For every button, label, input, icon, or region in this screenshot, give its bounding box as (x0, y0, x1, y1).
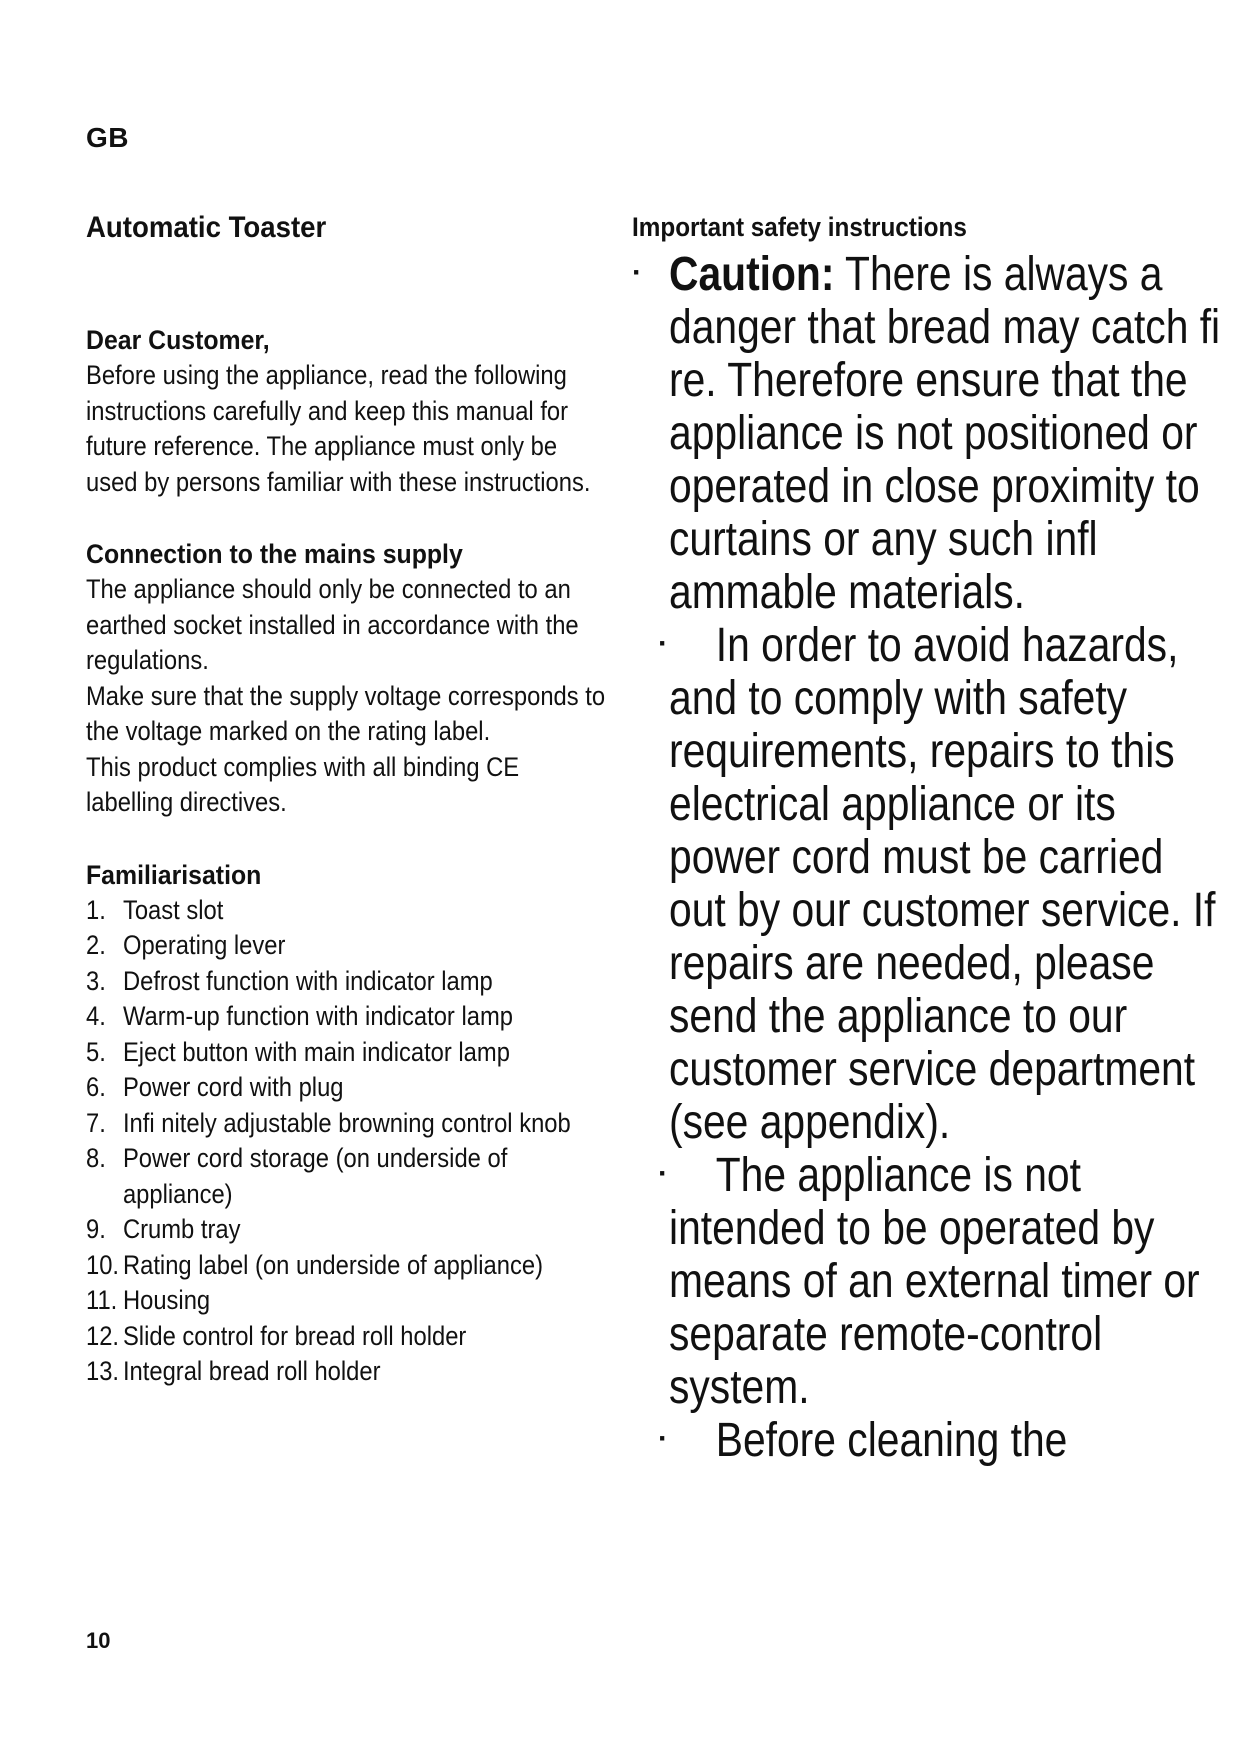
section-heading: Connection to the mains supply (86, 539, 463, 569)
bullet-icon: · (658, 627, 668, 660)
bullet-first-line: The appliance is not (715, 1149, 1081, 1202)
list-item (86, 1354, 605, 1390)
bullet-text (669, 1414, 1222, 1467)
language-code: GB (86, 122, 129, 153)
list-item (86, 1319, 605, 1355)
item-number: 4. (86, 1001, 106, 1031)
section-mains-supply (86, 536, 606, 821)
item-number: 12. (86, 1320, 120, 1351)
page-number: 10 (86, 1628, 111, 1653)
list-item (86, 1070, 605, 1106)
item-number: 7. (86, 1107, 106, 1138)
caution-label: Caution: (669, 248, 835, 301)
list-item (86, 1141, 605, 1212)
bullet-first-line: Before cleaning the (715, 1414, 1068, 1467)
item-text: Integral bread roll holder (122, 1356, 381, 1386)
item-number: 6. (86, 1072, 106, 1102)
bullet-text (669, 248, 1222, 619)
item-number: 3. (86, 965, 106, 996)
item-text: Crumb tray (122, 1214, 241, 1244)
item-text: Eject button with main indicator lamp (122, 1036, 510, 1067)
list-item (86, 893, 605, 929)
bullet-rest: a danger that bread may catch fi re. Therefore ensure that the appliance is not positioned or operated in close proximity to curtains or any such infl ammable materials. (669, 248, 1221, 619)
bullet-rest: and to comply with safety requirements, repairs to this electrical appliance or its power cord must be carried out by our customer service. If repairs are needed, please send the appliance to our customer service department (see appendix). (669, 672, 1216, 1149)
section-text: The appliance should only be connected to an earthed socket installed in accordance with the regulations. (86, 574, 579, 675)
item-number: 8. (86, 1143, 106, 1173)
list-item (86, 1212, 605, 1248)
section-heading: Dear Customer, (86, 325, 270, 355)
parts-list (86, 893, 606, 1390)
section-familiarisation (86, 857, 606, 1390)
section-text: Make sure that the supply voltage corresponds to the voltage marked on the rating label. (86, 680, 606, 746)
item-text: Infi nitely adjustable browning control knob (122, 1107, 571, 1138)
bullet-first-line: In order to avoid hazards, (715, 619, 1179, 672)
section-text: This product complies with all binding CE labelling directives. (86, 751, 520, 817)
list-item (86, 999, 605, 1035)
list-item (86, 964, 605, 1000)
bullet-text (669, 619, 1222, 1149)
item-text: Housing (122, 1285, 211, 1315)
item-text: Operating lever (122, 930, 286, 960)
left-column (86, 210, 606, 1390)
bullet-first-line: There is always (845, 248, 1129, 301)
item-number: 11. (86, 1285, 118, 1315)
page-title: Automatic Toaster (86, 211, 327, 244)
item-number: 13. (86, 1356, 120, 1386)
item-text: Power cord with plug (122, 1072, 344, 1102)
item-number: 10. (86, 1249, 120, 1280)
bullet-icon: · (658, 1422, 668, 1455)
right-column (632, 210, 1221, 1467)
item-text: Defrost function with indicator lamp (122, 965, 493, 996)
list-item (86, 1106, 605, 1142)
list-item (86, 1283, 605, 1319)
bullet-timer (632, 1149, 1200, 1414)
item-number: 1. (86, 894, 106, 925)
bullet-rest: intended to be operated by means of an external timer or separate remote-control system. (669, 1202, 1200, 1414)
item-text: Warm-up function with indicator lamp (122, 1001, 513, 1031)
list-item (86, 1035, 605, 1071)
section-dear-customer (86, 322, 606, 500)
item-text: Power cord storage (on underside of appliance) (122, 1143, 508, 1209)
section-heading: Familiarisation (86, 859, 262, 890)
bullet-caution (632, 248, 1221, 619)
safety-heading: Important safety instructions (632, 212, 967, 242)
item-number: 2. (86, 930, 106, 960)
item-text: Slide control for bread roll holder (122, 1320, 467, 1351)
bullet-text (669, 1149, 1222, 1414)
bullet-icon: · (632, 256, 642, 289)
item-text: Toast slot (122, 894, 224, 925)
bullet-cleaning (632, 1414, 1192, 1467)
item-text: Rating label (on underside of appliance) (122, 1249, 543, 1280)
section-text: Before using the appliance, read the following instructions carefully and keep this manual for future reference. The appliance must only be used by persons familiar with these instructions. (86, 360, 591, 497)
list-item (86, 1248, 605, 1284)
item-number: 5. (86, 1036, 106, 1067)
bullet-repairs (632, 619, 1216, 1149)
list-item (86, 928, 605, 964)
bullet-icon: · (658, 1157, 668, 1190)
item-number: 9. (86, 1214, 106, 1244)
